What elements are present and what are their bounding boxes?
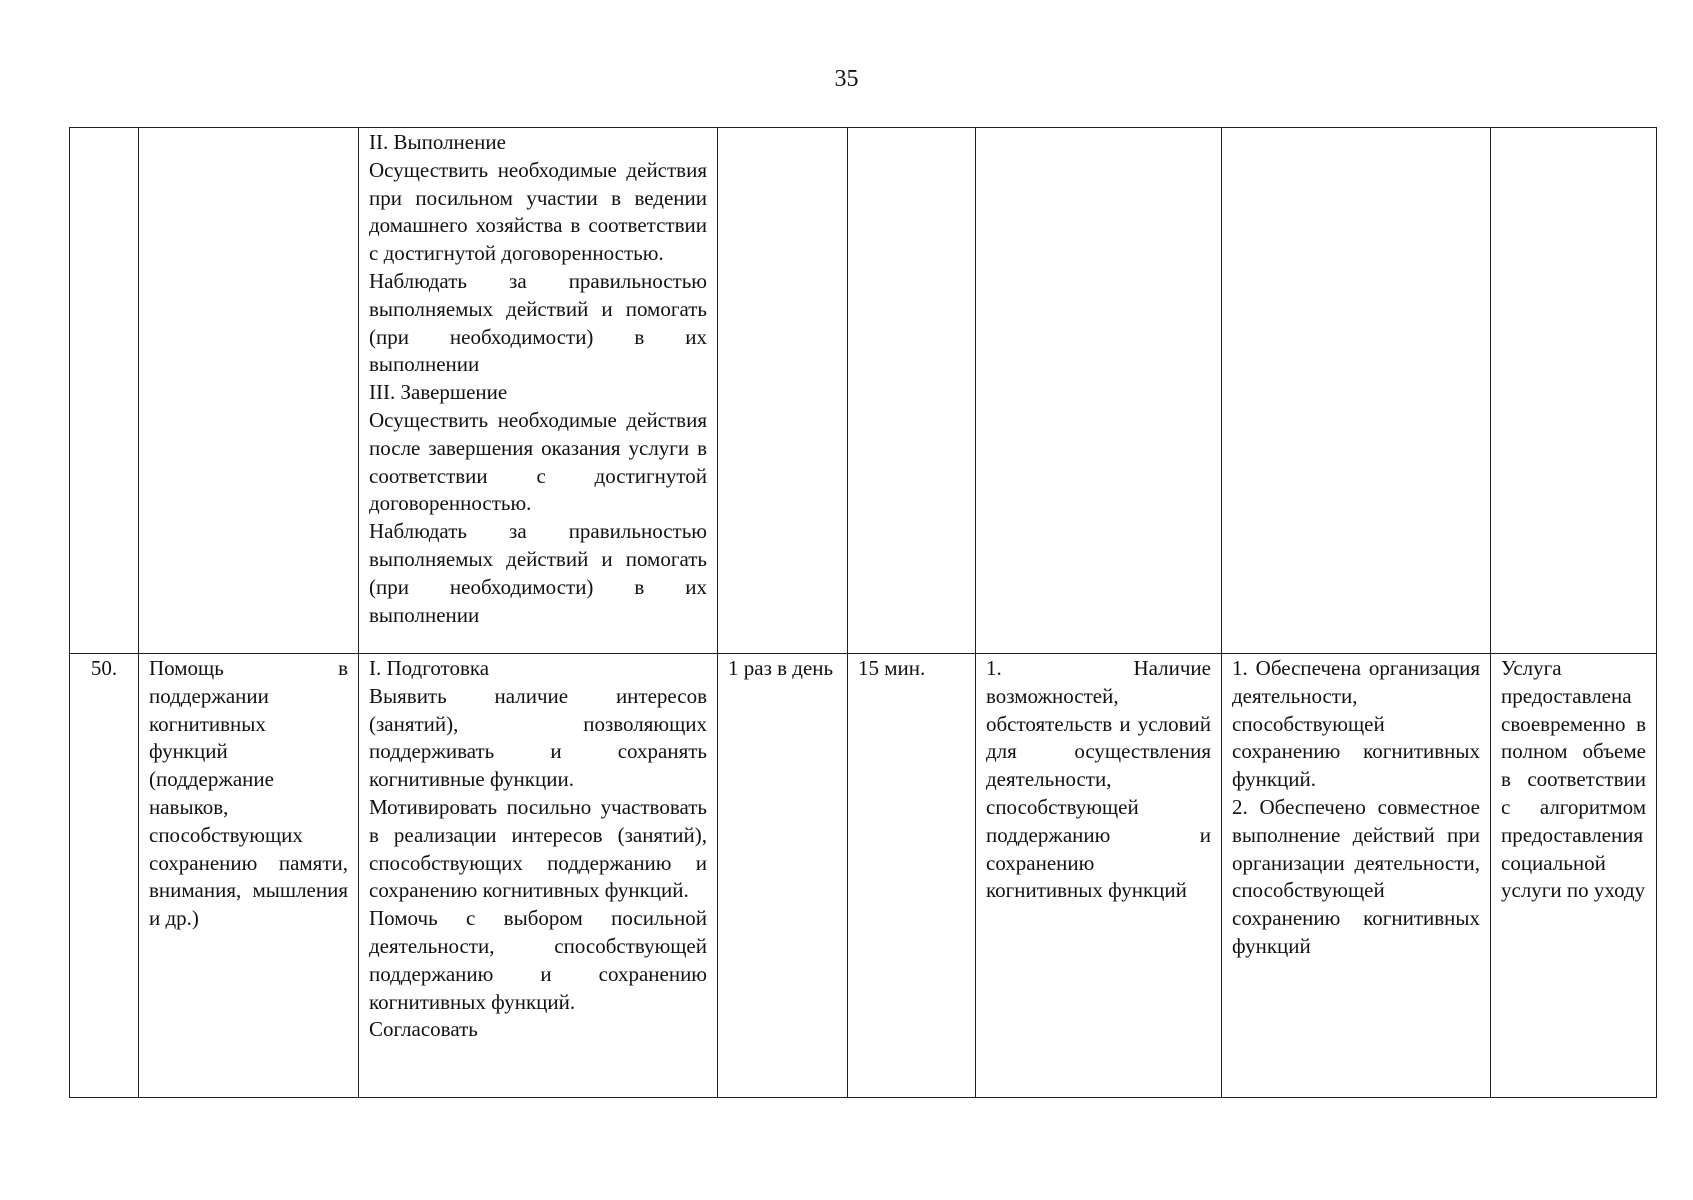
- conditions-cell: [976, 128, 1222, 654]
- service-name-cell: [139, 128, 359, 654]
- condition-item: 1. Наличие возможностей, обстоятельств и условий для осуществления деятельности, способствующей поддержанию и сохранению когнитивных функций: [986, 656, 1211, 903]
- procedure-step: Помочь с выбором посильной деятельности, способствующей поддержанию и сохранению когнитивных функций.: [369, 906, 707, 1014]
- page-number: 35: [834, 66, 859, 92]
- section-heading: I. Подготовка: [369, 656, 490, 680]
- procedure-step: Выявить наличие интересов (занятий), позволяющих поддерживать и сохранять когнитивные функции.: [369, 683, 707, 792]
- procedure-step: Осуществить необходимые действия после завершения оказания услуги в соответствии с достигнутой договоренностью.: [369, 407, 707, 516]
- results-cell: [1222, 128, 1491, 654]
- table-row: [70, 128, 1657, 654]
- section-heading: II. Выполнение: [369, 130, 506, 154]
- table-row: [70, 654, 1657, 1098]
- procedure-step: Наблюдать за правильностью выполняемых действий и помогать (при необходимости) в их выполнении: [369, 519, 707, 627]
- result-item: 2. Обеспечено совместное выполнение действий при организации деятельности, способствующей сохранению когнитивных функций: [1232, 794, 1480, 958]
- result-item: 1. Обеспечена организация деятельности, способствующей сохранению когнитивных функций.: [1232, 656, 1480, 792]
- row-number-cell: 50.: [70, 654, 139, 1098]
- services-table: [69, 127, 1657, 1098]
- row-number-cell: [70, 128, 139, 654]
- section-heading: III. Завершение: [369, 380, 508, 405]
- procedure-step: Наблюдать за правильностью выполняемых действий и помогать (при необходимости) в их выполнении: [369, 268, 707, 377]
- evaluation-cell: Услуга предоставлена своевременно в полном объеме в соответствии с алгоритмом предоставления социальной услуги по уходу: [1491, 654, 1657, 1098]
- conditions-cell: [976, 654, 1222, 1098]
- results-cell: [1222, 654, 1491, 1098]
- procedure-step: Осуществить необходимые действия при посильном участии в ведении домашнего хозяйства в соответствии с достигнутой договоренностью.: [369, 157, 707, 266]
- procedure-step: Согласовать: [369, 1017, 478, 1042]
- procedure-step: Мотивировать посильно участвовать в реализации интересов (занятий), способствующих поддержанию и сохранению когнитивных функций.: [369, 794, 707, 903]
- frequency-cell: [718, 128, 848, 654]
- frequency-cell: 1 раз в день: [718, 654, 848, 1098]
- evaluation-cell: [1491, 128, 1657, 654]
- duration-cell: [848, 128, 976, 654]
- procedure-cell: [359, 128, 718, 654]
- procedure-cell: [359, 654, 718, 1098]
- service-name-cell: Помощь в поддержании когнитивных функций (поддержание навыков, способствующих сохранению памяти, внимания, мышления и др.): [139, 654, 359, 1098]
- duration-cell: 15 мин.: [848, 654, 976, 1098]
